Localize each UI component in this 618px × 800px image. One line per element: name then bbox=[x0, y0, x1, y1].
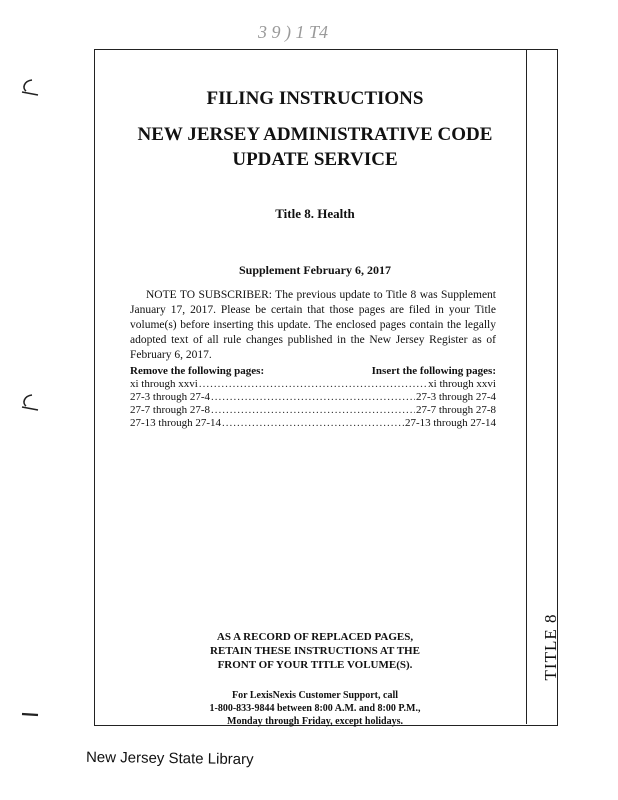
record-instructions bbox=[110, 630, 520, 672]
heading-filing-instructions: FILING INSTRUCTIONS bbox=[206, 88, 424, 109]
list-item bbox=[130, 404, 496, 417]
supplement-date: Supplement February 6, 2017 bbox=[238, 263, 391, 277]
punch-hole-icon bbox=[18, 393, 40, 411]
leader-dots bbox=[222, 417, 404, 430]
page-list-header bbox=[130, 365, 496, 378]
insert-pages: 27-13 through 27-14 bbox=[404, 417, 496, 429]
support-line: For LexisNexis Customer Support, call bbox=[231, 690, 398, 701]
title-subject: Title 8. Health bbox=[275, 206, 355, 221]
punch-hole-icon bbox=[18, 78, 40, 96]
tab-divider bbox=[526, 50, 527, 724]
remove-pages: 27-13 through 27-14 bbox=[130, 417, 222, 429]
punch-hole-icon bbox=[18, 700, 40, 718]
title-tab-label: TITLE 8 bbox=[541, 613, 560, 681]
list-item bbox=[130, 417, 496, 430]
record-line: AS A RECORD OF REPLACED PAGES, bbox=[216, 631, 414, 643]
remove-pages: 27-7 through 27-8 bbox=[130, 404, 211, 416]
leader-dots bbox=[211, 404, 415, 417]
support-line: Monday through Friday, except holidays. bbox=[227, 716, 403, 727]
page-list bbox=[130, 365, 496, 430]
insert-pages: 27-7 through 27-8 bbox=[415, 404, 496, 416]
leader-dots bbox=[199, 378, 427, 391]
leader-dots bbox=[211, 391, 415, 404]
customer-support bbox=[110, 689, 520, 728]
title-tab bbox=[541, 607, 561, 687]
support-line: 1-800-833-9844 between 8:00 A.M. and 8:00 P.M., bbox=[209, 703, 421, 714]
record-line: RETAIN THESE INSTRUCTIONS AT THE bbox=[210, 645, 420, 657]
library-stamp: New Jersey State Library bbox=[85, 748, 254, 769]
insert-pages: 27-3 through 27-4 bbox=[415, 391, 496, 403]
remove-pages: xi through xxvi bbox=[130, 378, 198, 390]
heading-update-service: UPDATE SERVICE bbox=[232, 149, 398, 170]
list-item bbox=[130, 391, 496, 404]
heading-code-name: NEW JERSEY ADMINISTRATIVE CODE bbox=[137, 124, 493, 145]
insert-pages: xi through xxvi bbox=[428, 378, 496, 390]
subscriber-note: NOTE TO SUBSCRIBER: The previous update to Title 8 was Supplement January 17, 2017. Please be certain that those pages are filed in your Title volume(s) before inserting this update. The enclosed pages contain the legally adopted text of all rule changes published in the New Jersey Register as of February 6, 2017. bbox=[130, 289, 496, 361]
record-line: FRONT OF YOUR TITLE VOLUME(S). bbox=[217, 659, 413, 671]
remove-pages: 27-3 through 27-4 bbox=[130, 391, 211, 403]
handwritten-mark: 3 9 ) 1 T4 bbox=[258, 22, 329, 42]
remove-header: Remove the following pages: bbox=[130, 365, 265, 377]
insert-header: Insert the following pages: bbox=[371, 365, 496, 377]
list-item bbox=[130, 378, 496, 391]
